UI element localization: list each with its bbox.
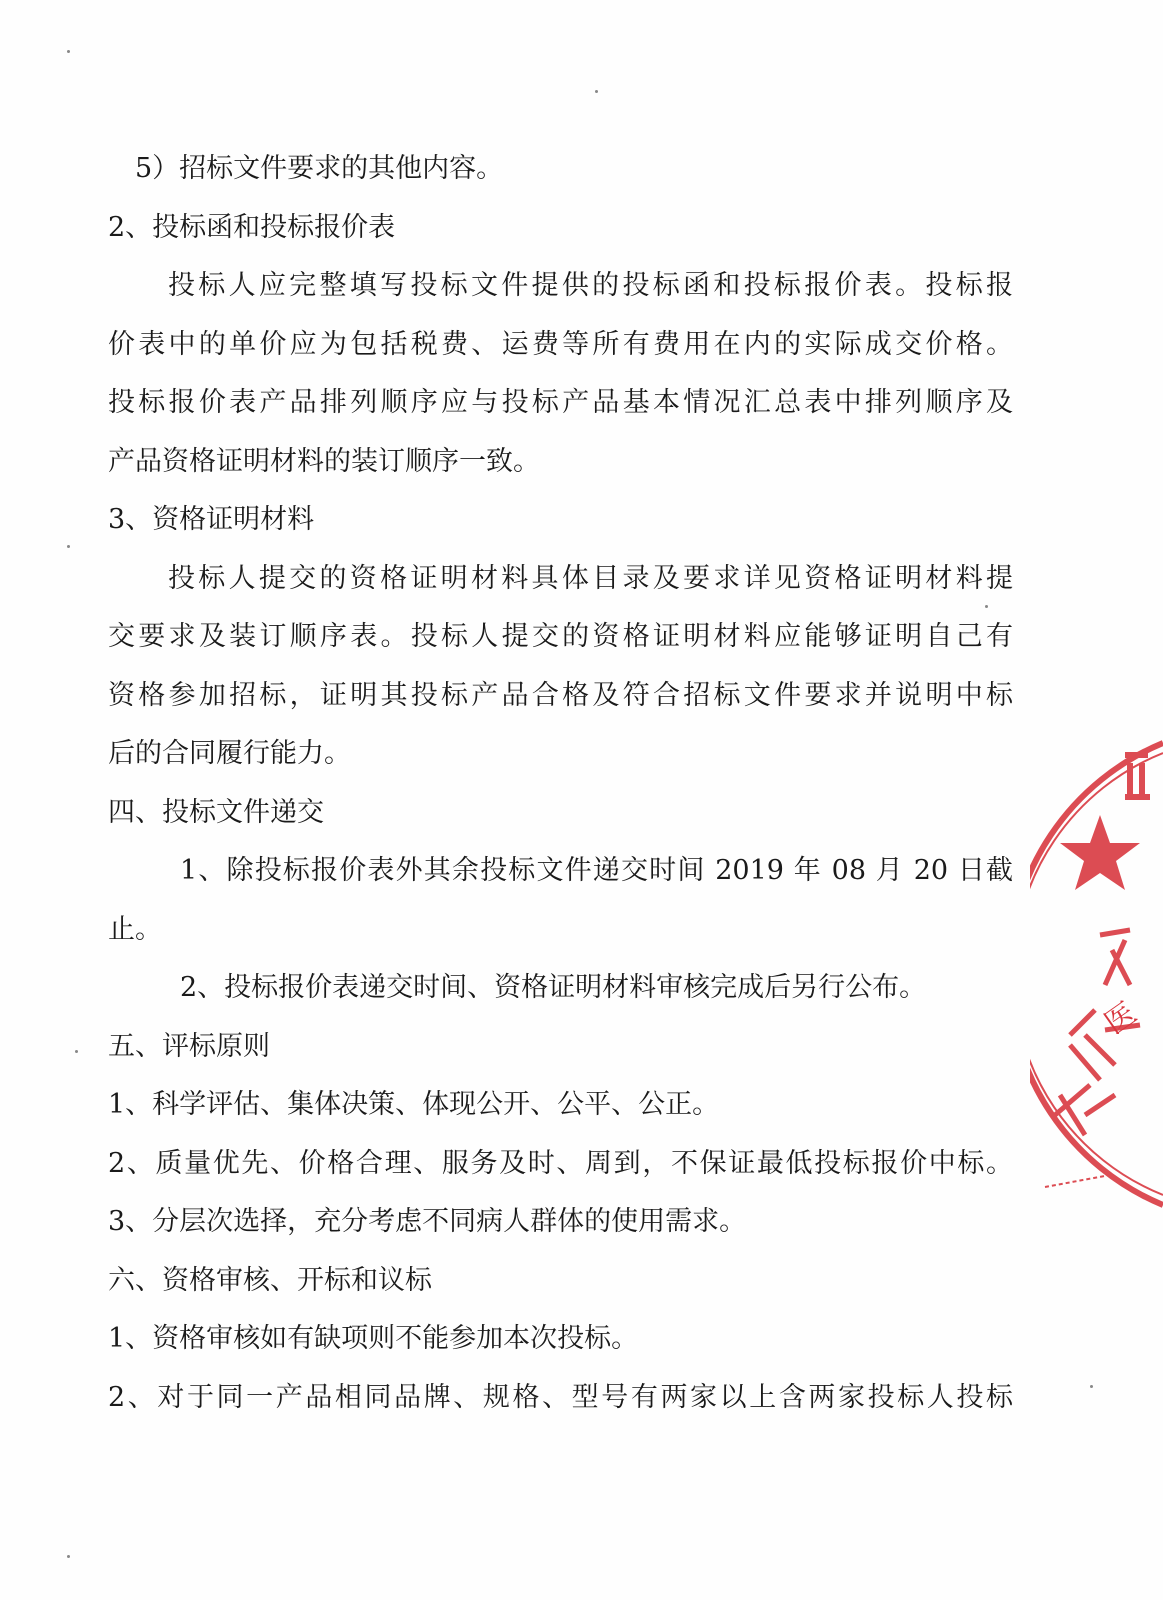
seal-graphic bbox=[1030, 735, 1163, 1215]
scan-speck bbox=[67, 1555, 70, 1558]
document-line: 资格参加招标，证明其投标产品合格及符合招标文件要求并说明中标 bbox=[108, 679, 1013, 711]
document-line: 交要求及装订顺序表。投标人提交的资格证明材料应能够证明自己有 bbox=[108, 621, 1013, 652]
document-line: 5）招标文件要求的其他内容。 bbox=[135, 153, 504, 184]
document-line: 1、科学评估、集体决策、体现公开、公平、公正。 bbox=[108, 1089, 720, 1120]
document-line: 投标报价表产品排列顺序应与投标产品基本情况汇总表中排列顺序及 bbox=[108, 387, 1013, 418]
document-line: 价表中的单价应为包括税费、运费等所有费用在内的实际成交价格。 bbox=[108, 328, 1013, 360]
document-line: 1、除投标报价表外其余投标文件递交时间 2019 年 08 月 20 日截 bbox=[180, 855, 1013, 886]
official-seal-stamp bbox=[1030, 735, 1163, 1215]
scan-speck bbox=[75, 1050, 78, 1053]
document-line: 止。 bbox=[108, 913, 162, 945]
scan-speck bbox=[985, 605, 988, 608]
document-body bbox=[108, 140, 1013, 1427]
document-line: 3、资格证明材料 bbox=[108, 504, 315, 535]
scan-speck bbox=[1090, 1385, 1093, 1388]
document-line: 2、对于同一产品相同品牌、规格、型号有两家以上含两家投标人投标 bbox=[108, 1381, 1013, 1413]
document-line: 四、投标文件递交 bbox=[108, 796, 324, 828]
document-line: 1、资格审核如有缺项则不能参加本次投标。 bbox=[108, 1323, 639, 1354]
document-line: 产品资格证明材料的装订顺序一致。 bbox=[108, 445, 540, 477]
document-line: 投标人提交的资格证明材料具体目录及要求详见资格证明材料提 bbox=[168, 562, 1013, 594]
scan-speck bbox=[67, 50, 70, 53]
document-line: 后的合同履行能力。 bbox=[108, 738, 351, 769]
scan-speck bbox=[595, 90, 598, 93]
seal-character: 医 bbox=[1098, 995, 1144, 1042]
document-line: 投标人应完整填写投标文件提供的投标函和投标报价表。投标报 bbox=[168, 270, 1013, 301]
document-line: 2、投标函和投标报价表 bbox=[108, 211, 396, 243]
document-line: 2、投标报价表递交时间、资格证明材料审核完成后另行公布。 bbox=[180, 972, 927, 1003]
document-line: 六、资格审核、开标和议标 bbox=[108, 1264, 432, 1296]
document-line: 2、质量优先、价格合理、服务及时、周到，不保证最低投标报价中标。 bbox=[108, 1147, 1013, 1179]
document-line: 五、评标原则 bbox=[108, 1030, 270, 1062]
scan-speck bbox=[67, 545, 70, 548]
document-line: 3、分层次选择，充分考虑不同病人群体的使用需求。 bbox=[108, 1206, 747, 1237]
